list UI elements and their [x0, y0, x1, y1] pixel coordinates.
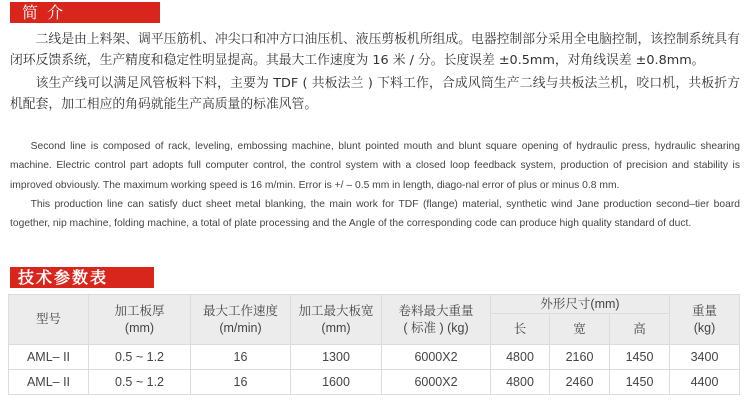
table-cell: 0.5 ~ 1.2 — [89, 345, 191, 370]
intro-cn-paragraph-2: 该生产线可以满足风管板料下料，主要为 TDF ( 共板法兰 ) 下料工作，合成风筒生产二线与共板法兰机，咬口机，共板折方机配套，加工相应的角码就能生产高质量的标准风管。 — [10, 76, 740, 112]
table-cell: 4400 — [670, 370, 740, 395]
table-cell: 16 — [191, 370, 291, 395]
table-cell: 6000X2 — [382, 345, 491, 370]
table-cell: AML– II — [9, 345, 89, 370]
table-cell: 0.5 ~ 1.2 — [89, 370, 191, 395]
table-row — [9, 370, 740, 395]
header-height: 高 — [610, 314, 670, 345]
table-cell: 2160 — [550, 345, 610, 370]
table-cell: 1450 — [610, 370, 670, 395]
header-speed: 最大工作速度 (m/min) — [191, 295, 291, 345]
specs-table — [8, 294, 740, 395]
intro-en-paragraph-2: This production line can satisfy duct sheet metal blanking, the main work for TDF (flange) material, synthetic wind Jane production second–tier board together, nip machine, folding machine, a total of plate processing and the Angle of the corresponding code can produce high quality standard of duct. — [10, 198, 740, 230]
table-row — [9, 345, 740, 370]
intro-en-paragraph-1: Second line is composed of rack, leveling, embossing machine, blunt pointed mouth and blunt square opening of hydraulic press, hydraulic shearing machine. Electric control part adopts full computer control, the control system with a closed loop feedback system, production of precision and stability is improved obviously. The maximum working speed is 16 m/min. Error is +/ – 0.5 mm in length, diago-nal error of plus or minus 0.8 mm. — [10, 141, 740, 191]
table-cell: 4800 — [491, 345, 550, 370]
intro-cn-paragraph-1: 二线是由上料架、调平压筋机、冲尖口和冲方口油压机、液压剪板机所组成。电器控制部分采用全电脑控制，该控制系统具有闭环反馈系统，生产精度和稳定性明显提高。其最大工作速度为 16 米 / 分。长度误差 ±0.5mm，对角线误差 ±0.8mm。 — [10, 32, 740, 68]
header-weight: 重量 (kg) — [670, 295, 740, 345]
table-cell: 16 — [191, 345, 291, 370]
header-dims: 外形尺寸(mm) — [491, 295, 670, 314]
header-width: 加工最大板宽 (mm) — [291, 295, 382, 345]
table-cell: 4800 — [491, 370, 550, 395]
header-coil: 卷料最大重量 ( 标准 ) (kg) — [382, 295, 491, 345]
specs-title: 技术参数表 — [10, 267, 154, 288]
header-length: 长 — [491, 314, 550, 345]
header-thickness: 加工板厚 (mm) — [89, 295, 191, 345]
intro-title: 简 介 — [10, 2, 160, 23]
table-cell: 6000X2 — [382, 370, 491, 395]
table-cell: 1300 — [291, 345, 382, 370]
header-wide: 宽 — [550, 314, 610, 345]
table-cell: 1450 — [610, 345, 670, 370]
table-cell: 3400 — [670, 345, 740, 370]
header-model: 型号 — [9, 295, 89, 345]
table-cell: 1600 — [291, 370, 382, 395]
table-cell: 2460 — [550, 370, 610, 395]
table-cell: AML– II — [9, 370, 89, 395]
